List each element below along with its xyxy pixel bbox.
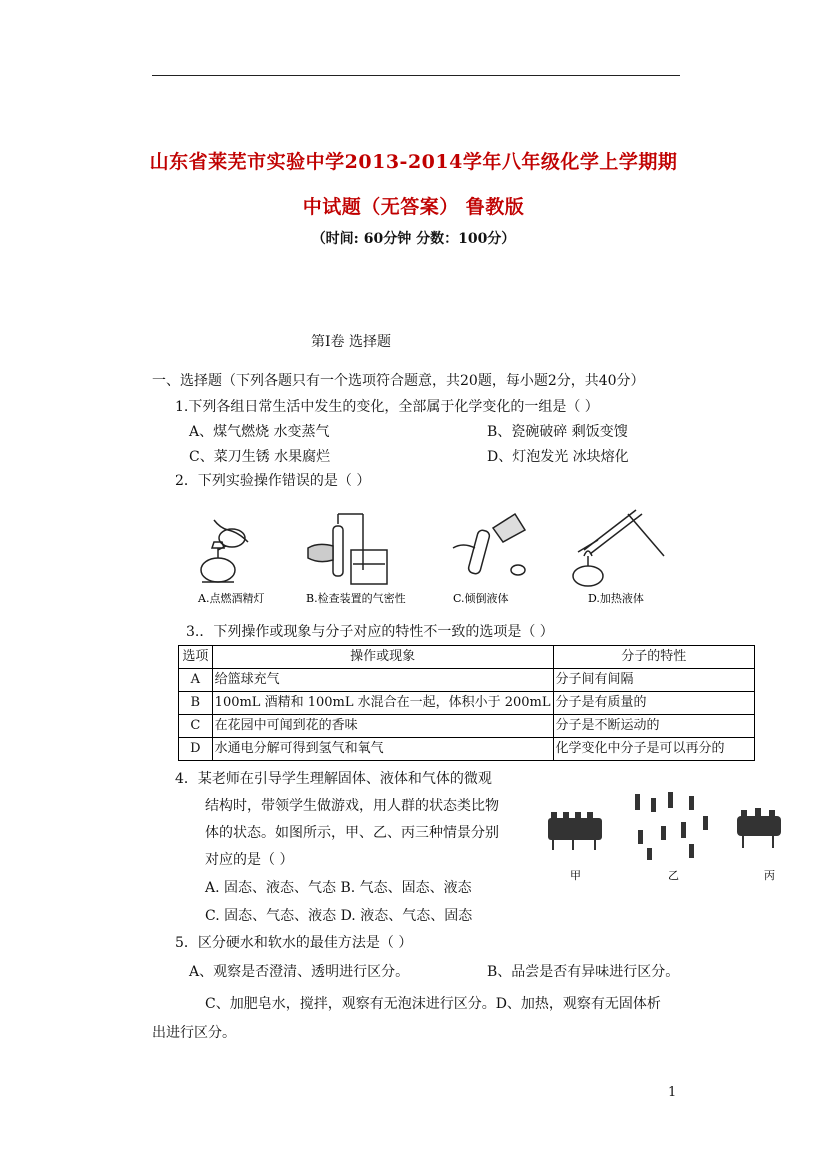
q1-option-d: D、灯泡发光 冰块熔化 — [487, 449, 629, 465]
header-rule — [152, 75, 680, 76]
q2-stem: 2．下列实验操作错误的是（ ） — [175, 473, 371, 489]
table-cell: B — [179, 692, 213, 715]
q5-option-cd-line1: C、加肥皂水，搅拌，观察有无泡沫进行区分。D、加热，观察有无固体析 — [205, 996, 661, 1012]
q5-stem: 5．区分硬水和软水的最佳方法是（ ） — [175, 935, 413, 951]
table-cell: 化学变化中分子是可以再分的 — [553, 738, 754, 761]
table-row — [179, 669, 755, 692]
crowd-gas-icon — [635, 792, 708, 860]
q4-label-jia: 甲 — [570, 869, 581, 882]
heating-liquid-icon — [573, 510, 664, 586]
table-cell: D — [179, 738, 213, 761]
table-cell: 分子间有间隔 — [553, 669, 754, 692]
volume-title: 第Ⅰ卷 选择题 — [311, 334, 391, 350]
table-cell: 100mL 酒精和 100mL 水混合在一起，体积小于 200mL — [212, 692, 553, 715]
table-cell: 水通电分解可得到氢气和氧气 — [212, 738, 553, 761]
q2-caption-a: A.点燃酒精灯 — [198, 592, 265, 605]
title-line-2: 中试题（无答案） 鲁教版 — [302, 196, 525, 218]
table-cell: A — [179, 669, 213, 692]
table-cell: C — [179, 715, 213, 738]
q4-line-4: 对应的是（ ） — [205, 852, 294, 868]
crowd-solid-icon — [548, 812, 602, 850]
q2-caption-d: D.加热液体 — [588, 592, 644, 605]
crowd-liquid-icon — [737, 808, 781, 848]
q4-crowd-figure — [543, 786, 788, 886]
pouring-liquid-icon — [453, 514, 525, 575]
table-cell: 分子是有质量的 — [553, 692, 754, 715]
alcohol-lamp-lighting-icon — [201, 520, 248, 582]
exam-info: （时间: 60分钟 分数：100分） — [311, 231, 516, 247]
q4-label-bing: 丙 — [764, 869, 775, 882]
q1-option-c: C、菜刀生锈 水果腐烂 — [189, 449, 331, 465]
q4-option-cd: C. 固态、气态、液态 D. 液态、气态、固态 — [205, 908, 473, 924]
q4-line-1: 4．某老师在引导学生理解固体、液体和气体的微观 — [175, 771, 492, 787]
q1-stem: 1.下列各组日常生活中发生的变化，全部属于化学变化的一组是（ ） — [175, 399, 599, 415]
header-cell: 分子的特性 — [553, 646, 754, 669]
header-cell: 选项 — [179, 646, 213, 669]
table-header-row — [179, 646, 755, 669]
table-cell: 分子是不断运动的 — [553, 715, 754, 738]
header-cell: 操作或现象 — [212, 646, 553, 669]
q5-option-b: B、品尝是否有异味进行区分。 — [487, 964, 680, 980]
table-row — [179, 738, 755, 761]
q3-table — [178, 645, 755, 761]
q4-option-ab: A. 固态、液态、气态 B. 气态、固态、液态 — [205, 880, 472, 896]
table-row — [179, 715, 755, 738]
q4-line-3: 体的状态。如图所示，甲、乙、丙三种情景分别 — [205, 825, 499, 841]
q2-caption-c: C.倾倒液体 — [453, 592, 509, 605]
q5-option-cd-line2: 出进行区分。 — [152, 1025, 236, 1041]
q3-stem: 3.．下列操作或现象与分子对应的特性不一致的选项是（ ） — [186, 624, 554, 640]
airtight-check-icon — [308, 514, 387, 584]
q4-label-yi: 乙 — [668, 869, 679, 882]
q5-option-a: A、观察是否澄清、透明进行区分。 — [189, 964, 410, 980]
table-cell: 给篮球充气 — [212, 669, 553, 692]
q1-option-a: A、煤气燃烧 水变蒸气 — [189, 424, 330, 440]
q2-figure — [188, 500, 678, 612]
q2-caption-b: B.检查装置的气密性 — [306, 592, 406, 605]
page-number: 1 — [668, 1085, 677, 1100]
title-line-1: 山东省莱芜市实验中学2013-2014学年八年级化学上学期期 — [149, 151, 678, 173]
q1-option-b: B、瓷碗破碎 剩饭变馊 — [487, 424, 628, 440]
part-intro: 一、选择题（下列各题只有一个选项符合题意，共20题，每小题2分，共40分） — [152, 373, 645, 389]
table-row — [179, 692, 755, 715]
table-cell: 在花园中可闻到花的香味 — [212, 715, 553, 738]
q4-line-2: 结构时，带领学生做游戏，用人群的状态类比物 — [205, 798, 499, 814]
